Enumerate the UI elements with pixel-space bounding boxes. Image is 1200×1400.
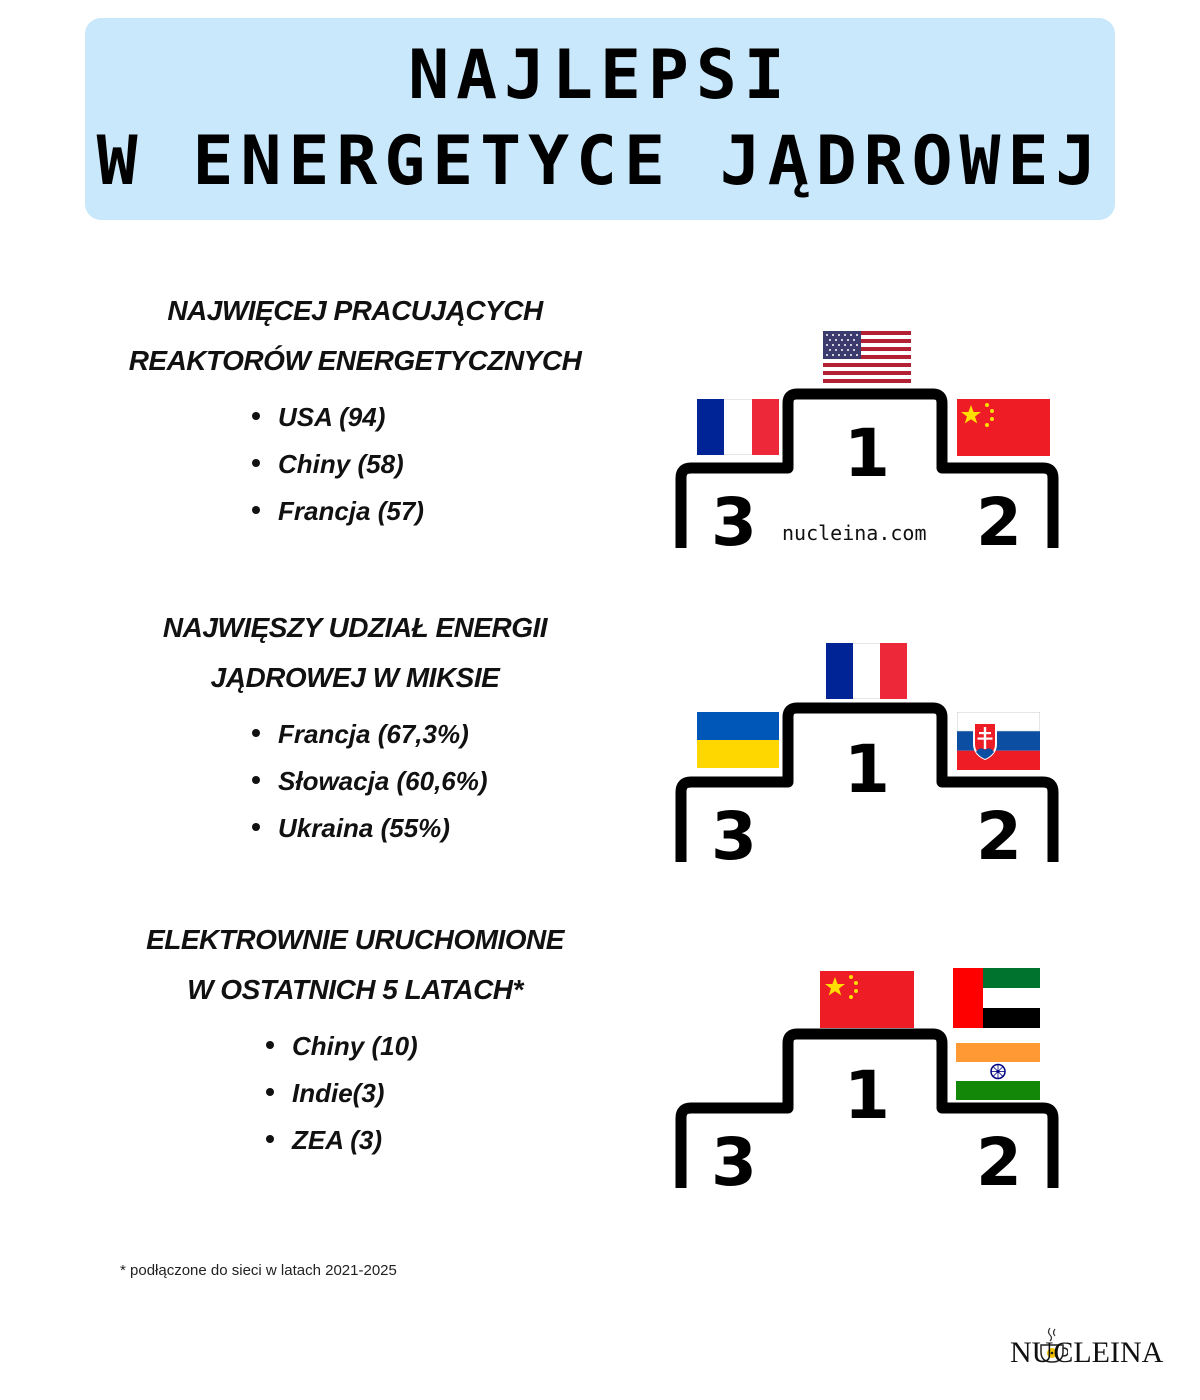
china-flag-icon [820, 971, 914, 1028]
podium-label-first: 1 [844, 1057, 890, 1134]
ukraine-flag-icon [697, 712, 779, 768]
podium-label-third: 3 [711, 798, 757, 862]
podium-label-first: 1 [844, 415, 890, 492]
nucleina-logo [1010, 1326, 1180, 1376]
usa-flag-icon [823, 331, 911, 383]
podium-label-third: 3 [711, 484, 757, 548]
ranking-list [100, 1023, 610, 1164]
section-nuclear-share [100, 603, 610, 852]
podium-label-third: 3 [711, 1124, 757, 1188]
france-flag-icon [826, 643, 907, 699]
slovakia-flag-icon [957, 712, 1040, 770]
watermark: nucleina.com [782, 521, 927, 545]
list-item: Chiny (10) [266, 1023, 610, 1070]
list-item: Francja (67,3%) [252, 711, 610, 758]
section-new-plants [100, 915, 610, 1164]
section-reactors [100, 286, 610, 535]
title-line-2: W ENERGETYCE JĄDROWEJ [96, 122, 1104, 201]
list-item: Słowacja (60,6%) [252, 758, 610, 805]
title-banner [85, 18, 1115, 220]
list-item: Chiny (58) [252, 441, 610, 488]
uae-flag-icon [953, 968, 1040, 1028]
logo-text: NUCLEINA [1010, 1336, 1164, 1369]
podium-label-second: 2 [976, 798, 1022, 862]
list-item: USA (94) [252, 394, 610, 441]
podium-label-first: 1 [844, 731, 890, 808]
footnote: * podłączone do sieci w latach 2021-2025 [120, 1262, 397, 1279]
section-heading: NAJWIĘCEJ PRACUJĄCYCH REAKTORÓW ENERGETYCZNYCH [128, 295, 582, 376]
list-item: Indie(3) [266, 1070, 610, 1117]
podium-new-plants [675, 968, 1060, 1188]
france-flag-icon [697, 399, 779, 455]
ranking-list [100, 711, 610, 852]
ranking-list [100, 394, 610, 535]
podium-label-second: 2 [976, 484, 1022, 548]
list-item: Ukraina (55%) [252, 805, 610, 852]
podium-reactors [675, 328, 1060, 548]
list-item: ZEA (3) [266, 1117, 610, 1164]
china-flag-icon [957, 399, 1050, 456]
podium-nuclear-share [675, 642, 1060, 862]
section-heading: ELEKTROWNIE URUCHOMIONE W OSTATNICH 5 LATACH* [146, 924, 564, 1005]
title-line-1: NAJLEPSI [408, 36, 792, 115]
india-flag-icon [956, 1043, 1040, 1100]
list-item: Francja (57) [252, 488, 610, 535]
section-heading: NAJWIĘSZY UDZIAŁ ENERGII JĄDROWEJ W MIKSIE [162, 612, 548, 693]
podium-label-second: 2 [976, 1124, 1022, 1188]
